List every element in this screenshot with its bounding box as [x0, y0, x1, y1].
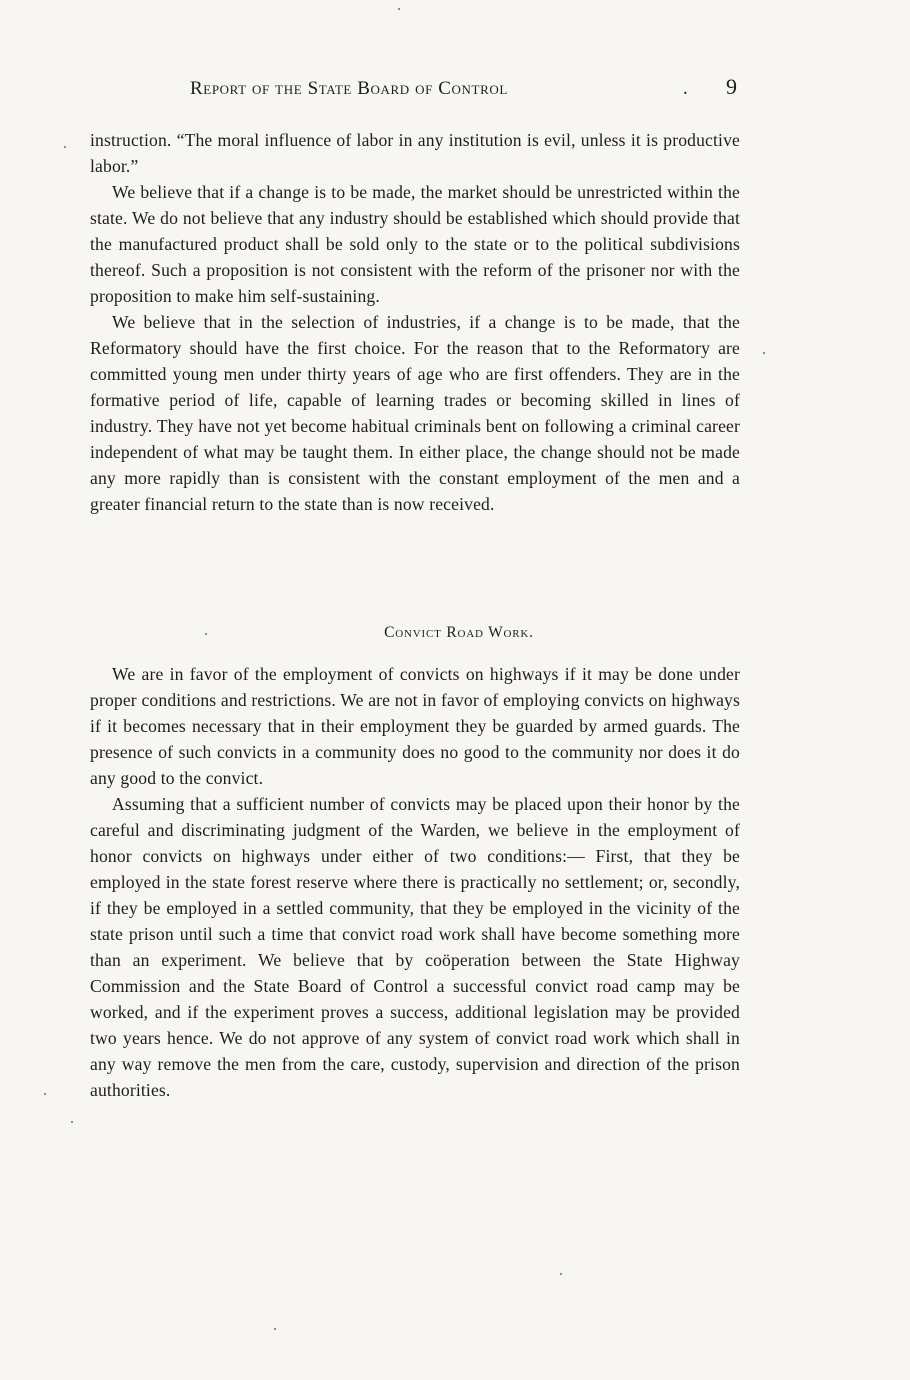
paper-speck	[44, 1093, 46, 1095]
paper-speck	[398, 8, 400, 10]
paper-speck	[560, 1273, 562, 1275]
paper-speck	[205, 633, 207, 635]
paper-speck	[763, 352, 765, 354]
paragraph-highways: We are in favor of the employment of convicts on highways if it may be done under proper conditions and restrictions. We are not in favor of employing convicts on highways if it becomes necessary that in their employment they be guarded by armed guards. The presence of such convicts in a community does no good to the community nor does it do any good to the convict.	[90, 664, 740, 788]
paragraph-market: We believe that if a change is to be made, the market should be unrestricted within the state. We do not believe that any industry should be established which should provide that the manufactured product shall be sold only to the state or to the political subdivisions thereof. Such a proposition is not consistent with the reform of the prisoner nor with the proposition to make him self-sustaining.	[90, 182, 740, 306]
running-head-title: Report of the State Board of Control	[190, 78, 508, 99]
paragraph-honor-convicts: Assuming that a sufficient number of convicts may be placed upon their honor by the careful and discriminating judgment of the Warden, we believe in the employment of honor convicts on highways under either of two conditions:— First, that they be employed in the state forest reserve where there is practically no settlement; or, secondly, if they be employed in a settled community, that they be employed in the vicinity of the state prison until such a time that convict road work shall have become something more than an experiment. We believe that by coöperation between the State Highway Commission and the State Board of Control a successful convict road camp may be worked, and if the experiment proves a success, additional legislation may be provided two years hence. We do not approve of any system of convict road work which shall in any way remove the men from the care, custody, supervision and direction of the prison authorities.	[90, 794, 740, 1100]
body-text-after-heading	[90, 661, 740, 1103]
section-heading: Convict Road Work.	[384, 624, 534, 641]
paragraph-reformatory: We believe that in the selection of industries, if a change is to be made, that the Reformatory should have the first choice. For the reason that to the Reformatory are committed young men under thirty years of age who are first offenders. They are in the formative period of life, capable of learning trades or becoming skilled in lines of industry. They have not yet become habitual criminals bent on following a criminal career independent of what may be taught them. In either place, the change should not be made any more rapidly than is consistent with the constant employment of the men and a greater financial return to the state than is now received.	[90, 312, 740, 514]
paper-speck	[64, 146, 66, 148]
paper-speck	[274, 1328, 276, 1330]
paragraph-continued: instruction. “The moral influence of labor in any institution is evil, unless it is productive labor.”	[90, 130, 740, 176]
page-number: 9	[726, 74, 737, 99]
running-head-separator: .	[683, 78, 688, 99]
paper-speck	[71, 1121, 73, 1123]
body-text-before-heading	[90, 127, 740, 517]
